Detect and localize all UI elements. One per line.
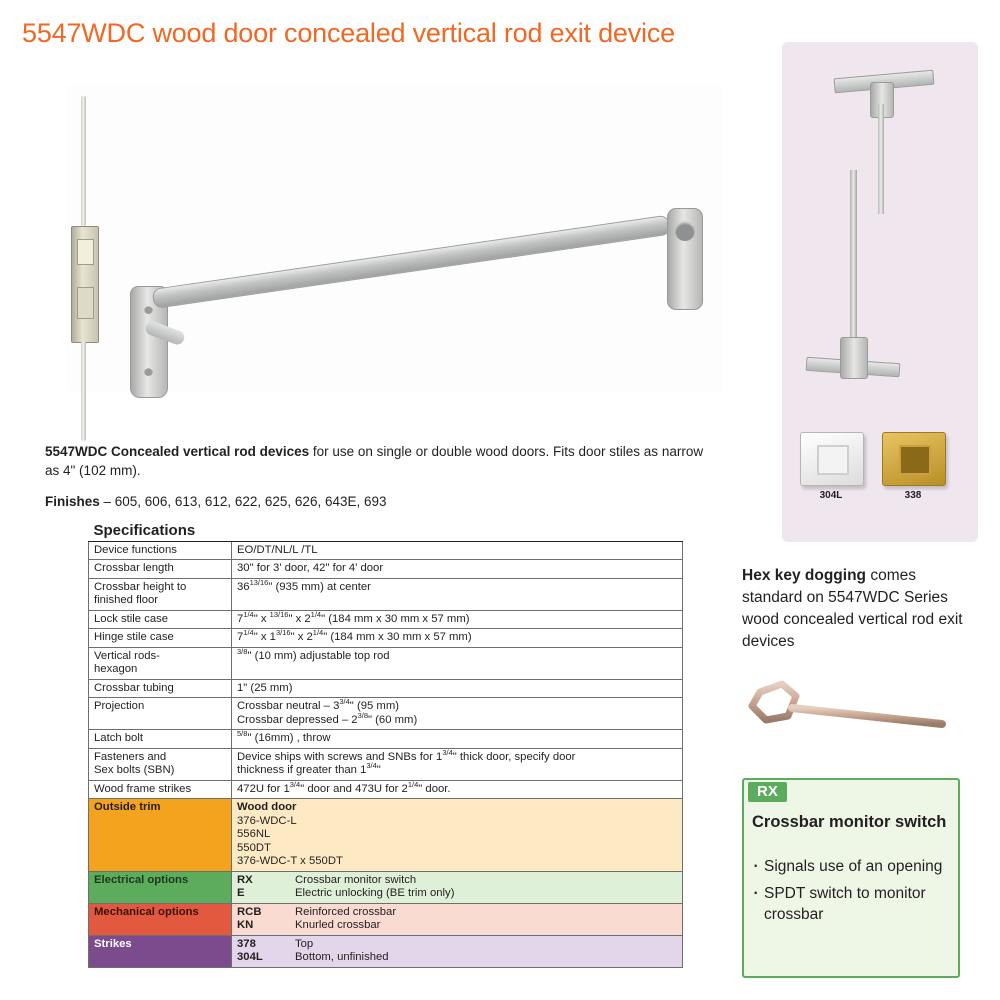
row-label: Latch bolt — [89, 730, 232, 749]
hardware-photo-panel — [782, 42, 978, 542]
table-row — [89, 541, 683, 560]
pivot-icon — [675, 221, 695, 241]
outside-trim-item: Wood door — [237, 801, 297, 813]
row-value: Crossbar neutral – $3^{3/4}$" (95 mm) Crossbar depressed – $2^{3/8}$" (60 mm) — [232, 698, 683, 730]
option-desc: Electric unlocking (BE trim only) — [295, 887, 455, 899]
row-label: Crossbar length — [89, 560, 232, 579]
table-row — [89, 629, 683, 648]
specifications-header: Specifications — [89, 522, 683, 541]
row-label: Mechanical options — [89, 903, 232, 935]
table-row — [89, 679, 683, 698]
bottom-rod-graphic — [850, 170, 857, 345]
product-photo-canvas — [67, 86, 722, 391]
row-value: $7^{1/4}$" x $^{13/16}$" x $2^{1/4}$" (184 mm x 30 mm x 57 mm) — [232, 610, 683, 629]
row-value — [232, 871, 683, 903]
outside-trim-item: 376-WDC-L — [237, 814, 297, 827]
table-row — [89, 560, 683, 579]
outside-trim-item: 556NL — [237, 828, 271, 840]
bolt-icon — [144, 367, 153, 376]
table-row-electrical-options — [89, 871, 683, 903]
strike-caption-left: 304L — [819, 490, 843, 501]
strike-caption-right: 338 — [904, 490, 922, 501]
row-label: Device functions — [89, 541, 232, 560]
table-row — [89, 780, 683, 799]
rx-badge: RX — [748, 782, 787, 802]
table-row-outside-trim — [89, 799, 683, 872]
row-value: 472U for $1^{3/4}$" door and 473U for $2^{1/4}$" door. — [232, 780, 683, 799]
bottom-latch-block-graphic — [840, 337, 868, 379]
option-desc: Reinforced crossbar — [295, 905, 397, 918]
table-row — [89, 610, 683, 629]
row-label: Crossbar height to finished floor — [89, 578, 232, 610]
row-label: Fasteners and Sex bolts (SBN) — [89, 748, 232, 780]
table-row-strikes — [89, 935, 683, 967]
row-value: 30" for 3' door, 42" for 4' door — [232, 560, 683, 579]
page-title: 5547WDC wood door concealed vertical rod exit device — [22, 18, 675, 48]
table-row — [89, 578, 683, 610]
hex-key-dogging-text — [742, 565, 977, 653]
hardware-photo — [782, 42, 978, 542]
row-value: Device ships with screws and SNBs for $1^{3/4}$" thick door, specify door thickness if greater than $1^{3/4}$" — [232, 748, 683, 780]
option-code: RX — [237, 873, 253, 886]
description-paragraph — [45, 442, 705, 480]
table-header-row — [89, 522, 683, 541]
option-desc: Crossbar monitor switch — [295, 873, 417, 886]
row-value — [232, 935, 683, 967]
row-label: Outside trim — [89, 799, 232, 872]
hex-key-illustration — [742, 680, 962, 740]
row-label: Hinge stile case — [89, 629, 232, 648]
rx-callout-bullets — [752, 856, 950, 931]
table-row — [89, 730, 683, 749]
row-label: Strikes — [89, 935, 232, 967]
rx-callout-title: Crossbar monitor switch — [752, 813, 947, 831]
row-value: $^{3/8}$" (10 mm) adjustable top rod — [232, 647, 683, 679]
option-code: KN — [237, 919, 254, 931]
description-lead: 5547WDC Concealed vertical rod devices — [45, 444, 310, 459]
option-desc: Knurled crossbar — [295, 919, 381, 931]
finishes-paragraph — [45, 492, 705, 511]
finishes-value: – 605, 606, 613, 612, 622, 625, 626, 643E, 693 — [99, 494, 387, 509]
description-rest: for use on single or double wood doors. Fits door stiles as narrow as 4" (102 mm). — [45, 444, 704, 478]
row-label: Vertical rods- hexagon — [89, 647, 232, 679]
option-code: RCB — [237, 905, 262, 918]
row-value: $7^{1/4}$" x $1^{3/16}$" x $2^{1/4}$" (184 mm x 30 mm x 57 mm) — [232, 629, 683, 648]
row-label: Crossbar tubing — [89, 679, 232, 698]
outside-trim-item: 550DT — [237, 841, 271, 854]
specifications-table — [88, 522, 683, 968]
strike-304l-graphic — [800, 432, 864, 486]
strike-code: 378 — [237, 937, 256, 950]
row-label: Projection — [89, 698, 232, 730]
row-value: $^{5/8}$" (16mm) , throw — [232, 730, 683, 749]
rx-bullet-item: · Signals use of an opening — [752, 856, 950, 877]
hex-key-lead: Hex key dogging — [742, 567, 867, 584]
product-photo-main — [22, 70, 722, 400]
bolt-icon — [144, 305, 153, 314]
finishes-label: Finishes — [45, 494, 100, 509]
vertical-rod-bottom-graphic — [81, 341, 86, 441]
rx-bullet-item: · SPDT switch to monitor crossbar — [752, 883, 950, 925]
strike-desc: Bottom, unfinished — [295, 951, 389, 963]
row-label: Electrical options — [89, 871, 232, 903]
row-label: Lock stile case — [89, 610, 232, 629]
table-row — [89, 698, 683, 730]
strike-desc: Top — [295, 937, 314, 950]
hinge-stile-endcap-graphic — [667, 208, 703, 310]
vertical-rod-top-graphic — [81, 96, 86, 226]
option-code: E — [237, 887, 245, 899]
row-value — [232, 799, 683, 872]
table-row — [89, 748, 683, 780]
row-value — [232, 903, 683, 935]
crossbar-graphic — [152, 215, 672, 309]
hex-key-icon — [742, 680, 962, 740]
hex-key-rest: comes standard on 5547WDC Series wood concealed vertical rod exit devices — [742, 567, 963, 650]
lock-stile-case-graphic — [71, 226, 99, 343]
top-rod-graphic — [878, 104, 884, 214]
outside-trim-item: 376-WDC-T x 550DT — [237, 855, 343, 867]
strike-code: 304L — [237, 951, 263, 963]
row-value: $36^{13/16}$" (935 mm) at center — [232, 578, 683, 610]
row-label: Wood frame strikes — [89, 780, 232, 799]
table-row-mechanical-options — [89, 903, 683, 935]
row-value: EO/DT/NL/L /TL — [232, 541, 683, 560]
table-row — [89, 647, 683, 679]
strike-338-graphic — [882, 432, 946, 486]
row-value: 1" (25 mm) — [232, 679, 683, 698]
